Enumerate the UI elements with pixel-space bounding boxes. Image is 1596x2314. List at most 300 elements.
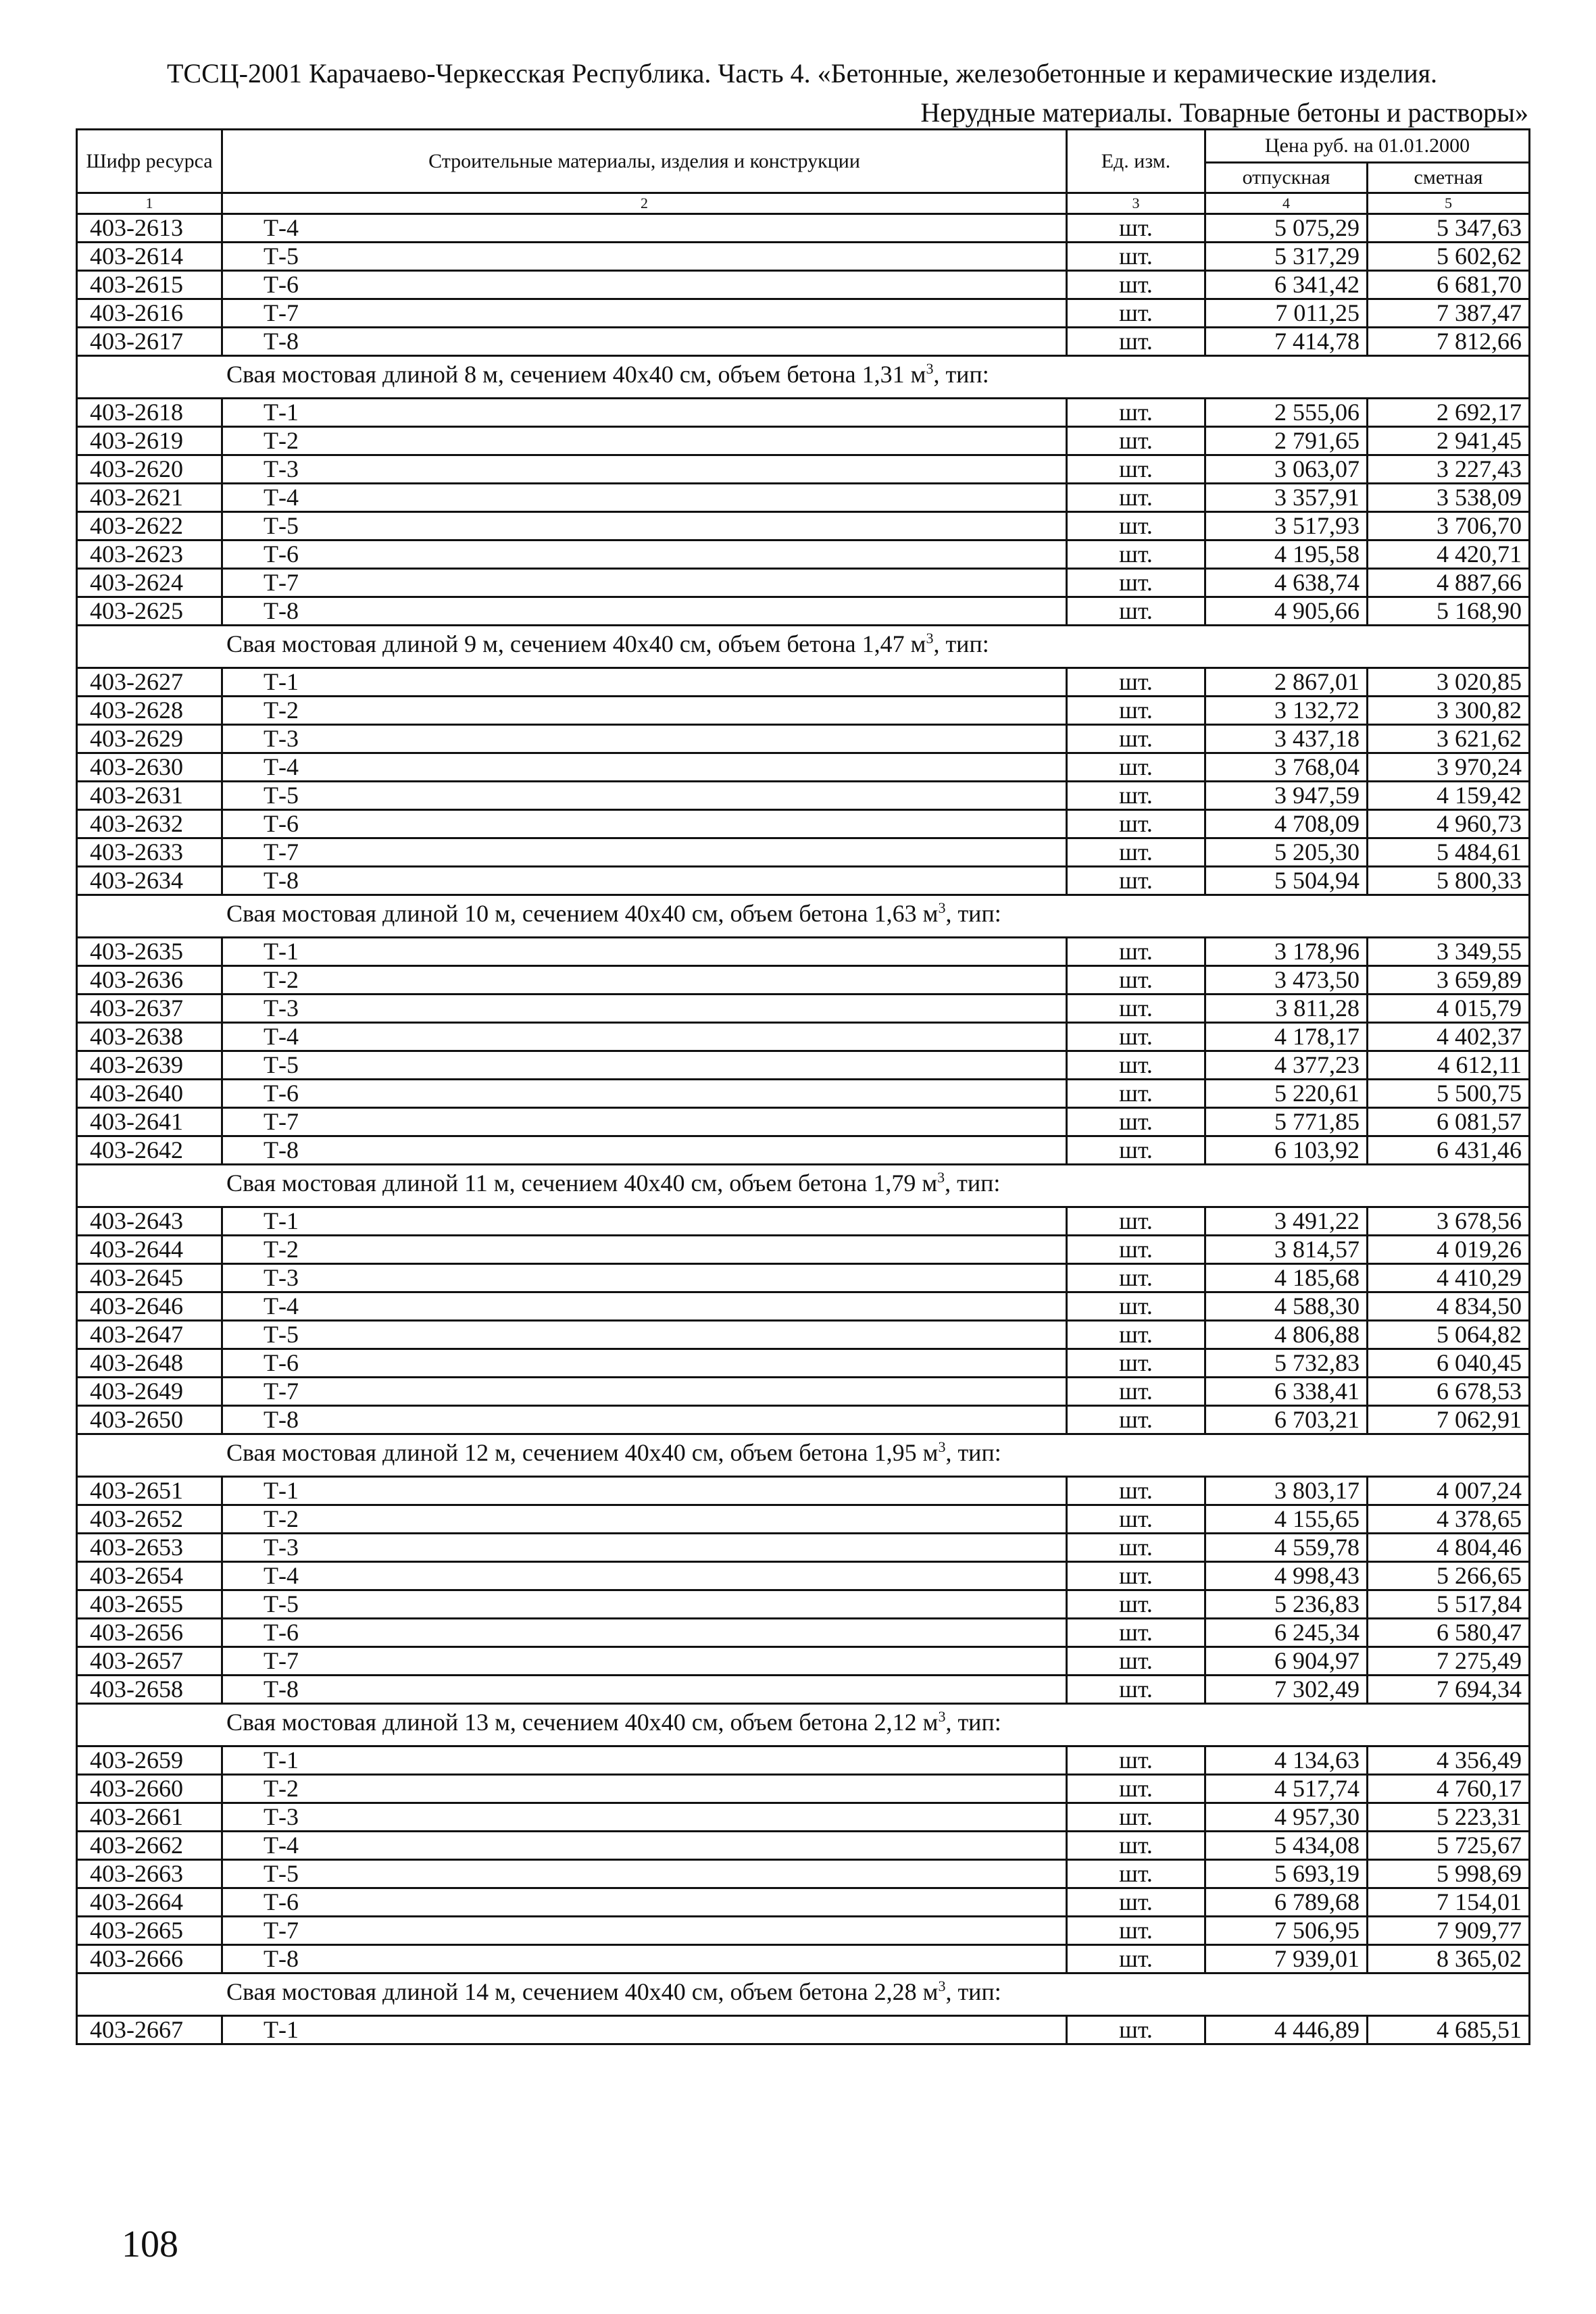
cell-name: Т-1	[222, 1746, 1067, 1775]
cell-name: Т-4	[222, 1023, 1067, 1051]
section-title-tail: , тип:	[933, 361, 989, 388]
table-row	[77, 1349, 1530, 1378]
cell-release-price: 4 559,78	[1205, 1534, 1368, 1562]
cell-release-price: 3 437,18	[1205, 725, 1368, 753]
cell-unit: шт.	[1067, 597, 1205, 626]
cell-code: 403-2655	[77, 1590, 222, 1619]
cell-release-price: 6 703,21	[1205, 1406, 1368, 1434]
cell-code: 403-2659	[77, 1746, 222, 1775]
cell-release-price: 5 771,85	[1205, 1108, 1368, 1136]
table-row	[77, 1590, 1530, 1619]
cell-estimate-price: 4 015,79	[1368, 995, 1530, 1023]
cell-code: 403-2642	[77, 1136, 222, 1165]
cell-unit: шт.	[1067, 1236, 1205, 1264]
cell-name: Т-5	[222, 782, 1067, 810]
cell-unit: шт.	[1067, 484, 1205, 512]
cell-name: Т-6	[222, 1349, 1067, 1378]
section-title-tail: , тип:	[945, 1978, 1001, 2005]
cell-unit: шт.	[1067, 867, 1205, 895]
table-row	[77, 1945, 1530, 1973]
cell-unit: шт.	[1067, 328, 1205, 356]
section-title-superscript: 3	[938, 1978, 946, 1994]
cell-name: Т-2	[222, 1505, 1067, 1534]
cell-release-price: 4 178,17	[1205, 1023, 1368, 1051]
cell-code: 403-2664	[77, 1888, 222, 1917]
cell-estimate-price: 5 725,67	[1368, 1832, 1530, 1860]
cell-code: 403-2662	[77, 1832, 222, 1860]
table-row	[77, 1477, 1530, 1505]
cell-unit: шт.	[1067, 1108, 1205, 1136]
table-row	[77, 399, 1530, 427]
cell-estimate-price: 4 356,49	[1368, 1746, 1530, 1775]
cell-release-price: 3 811,28	[1205, 995, 1368, 1023]
cell-unit: шт.	[1067, 271, 1205, 299]
table-row	[77, 1832, 1530, 1860]
page-number: 108	[122, 2223, 178, 2265]
col-header-price: Цена руб. на 01.01.2000	[1205, 130, 1530, 163]
cell-estimate-price: 5 064,82	[1368, 1321, 1530, 1349]
cell-estimate-price: 3 706,70	[1368, 512, 1530, 540]
cell-estimate-price: 5 168,90	[1368, 597, 1530, 626]
cell-name: Т-8	[222, 1406, 1067, 1434]
cell-release-price: 7 011,25	[1205, 299, 1368, 328]
cell-estimate-price: 4 685,51	[1368, 2016, 1530, 2044]
cell-name: Т-6	[222, 1619, 1067, 1647]
table-row	[77, 299, 1530, 328]
cell-unit: шт.	[1067, 1832, 1205, 1860]
cell-name: Т-1	[222, 1477, 1067, 1505]
cell-code: 403-2630	[77, 753, 222, 782]
cell-code: 403-2628	[77, 697, 222, 725]
cell-unit: шт.	[1067, 1945, 1205, 1973]
cell-unit: шт.	[1067, 1534, 1205, 1562]
section-row	[77, 895, 1530, 938]
cell-release-price: 7 939,01	[1205, 1945, 1368, 1973]
table-row	[77, 1378, 1530, 1406]
cell-code: 403-2635	[77, 938, 222, 966]
table-row	[77, 697, 1530, 725]
col-number-5: 5	[1368, 193, 1530, 214]
cell-unit: шт.	[1067, 1803, 1205, 1832]
table-row	[77, 1888, 1530, 1917]
cell-name: Т-7	[222, 1647, 1067, 1676]
cell-name: Т-8	[222, 328, 1067, 356]
cell-name: Т-7	[222, 1108, 1067, 1136]
table-row	[77, 1647, 1530, 1676]
table-row	[77, 1505, 1530, 1534]
cell-name: Т-8	[222, 1136, 1067, 1165]
table-row	[77, 1051, 1530, 1080]
cell-release-price: 2 555,06	[1205, 399, 1368, 427]
cell-release-price: 6 245,34	[1205, 1619, 1368, 1647]
cell-release-price: 5 220,61	[1205, 1080, 1368, 1108]
cell-release-price: 3 517,93	[1205, 512, 1368, 540]
cell-release-price: 4 185,68	[1205, 1264, 1368, 1292]
cell-code: 403-2623	[77, 540, 222, 569]
cell-unit: шт.	[1067, 1264, 1205, 1292]
cell-code: 403-2631	[77, 782, 222, 810]
cell-name: Т-4	[222, 753, 1067, 782]
col-number-3: 3	[1067, 193, 1205, 214]
cell-release-price: 7 506,95	[1205, 1917, 1368, 1945]
table-row	[77, 1562, 1530, 1590]
cell-code: 403-2616	[77, 299, 222, 328]
cell-name: Т-2	[222, 427, 1067, 455]
cell-release-price: 5 693,19	[1205, 1860, 1368, 1888]
cell-name: Т-1	[222, 1207, 1067, 1236]
cell-estimate-price: 4 887,66	[1368, 569, 1530, 597]
table-row	[77, 838, 1530, 867]
section-title-tail: , тип:	[945, 1169, 1001, 1197]
table-row	[77, 1136, 1530, 1165]
cell-unit: шт.	[1067, 1505, 1205, 1534]
cell-code: 403-2625	[77, 597, 222, 626]
cell-name: Т-8	[222, 867, 1067, 895]
cell-name: Т-3	[222, 995, 1067, 1023]
cell-name: Т-5	[222, 243, 1067, 271]
cell-name: Т-5	[222, 1860, 1067, 1888]
section-title-text: Свая мостовая длиной 10 м, сечением 40х40 см, объем бетона 1,63 м	[226, 900, 939, 927]
cell-unit: шт.	[1067, 1860, 1205, 1888]
cell-estimate-price: 4 402,37	[1368, 1023, 1530, 1051]
table-row	[77, 597, 1530, 626]
cell-code: 403-2660	[77, 1775, 222, 1803]
cell-unit: шт.	[1067, 1378, 1205, 1406]
cell-release-price: 4 957,30	[1205, 1803, 1368, 1832]
cell-name: Т-2	[222, 966, 1067, 995]
cell-code: 403-2652	[77, 1505, 222, 1534]
cell-estimate-price: 5 800,33	[1368, 867, 1530, 895]
cell-code: 403-2648	[77, 1349, 222, 1378]
cell-name: Т-7	[222, 299, 1067, 328]
cell-release-price: 3 063,07	[1205, 455, 1368, 484]
cell-unit: шт.	[1067, 1562, 1205, 1590]
cell-release-price: 4 377,23	[1205, 1051, 1368, 1080]
cell-estimate-price: 5 484,61	[1368, 838, 1530, 867]
cell-code: 403-2656	[77, 1619, 222, 1647]
cell-unit: шт.	[1067, 668, 1205, 697]
cell-release-price: 3 132,72	[1205, 697, 1368, 725]
section-title-tail: , тип:	[945, 1709, 1001, 1736]
cell-estimate-price: 4 378,65	[1368, 1505, 1530, 1534]
cell-code: 403-2638	[77, 1023, 222, 1051]
cell-unit: шт.	[1067, 1647, 1205, 1676]
cell-unit: шт.	[1067, 938, 1205, 966]
cell-unit: шт.	[1067, 214, 1205, 243]
cell-unit: шт.	[1067, 1917, 1205, 1945]
table-row	[77, 540, 1530, 569]
section-title-text: Свая мостовая длиной 9 м, сечением 40х40 см, объем бетона 1,47 м	[226, 630, 926, 657]
table-row	[77, 1264, 1530, 1292]
cell-name: Т-6	[222, 540, 1067, 569]
cell-name: Т-2	[222, 697, 1067, 725]
cell-name: Т-8	[222, 1945, 1067, 1973]
cell-code: 403-2633	[77, 838, 222, 867]
cell-unit: шт.	[1067, 1292, 1205, 1321]
cell-name: Т-5	[222, 1321, 1067, 1349]
section-title-superscript: 3	[926, 360, 934, 377]
table-row	[77, 725, 1530, 753]
cell-code: 403-2643	[77, 1207, 222, 1236]
cell-estimate-price: 7 154,01	[1368, 1888, 1530, 1917]
page-header	[76, 54, 1528, 132]
cell-name: Т-7	[222, 569, 1067, 597]
cell-name: Т-2	[222, 1775, 1067, 1803]
cell-unit: шт.	[1067, 1080, 1205, 1108]
cell-release-price: 5 317,29	[1205, 243, 1368, 271]
cell-name: Т-6	[222, 271, 1067, 299]
col-number-4: 4	[1205, 193, 1368, 214]
table-row	[77, 1321, 1530, 1349]
cell-release-price: 5 075,29	[1205, 214, 1368, 243]
cell-name: Т-4	[222, 484, 1067, 512]
cell-release-price: 4 195,58	[1205, 540, 1368, 569]
col-header-unit-label: Ед. изм.	[1101, 149, 1171, 172]
col-header-code	[77, 130, 222, 193]
section-row	[77, 1973, 1530, 2016]
cell-release-price: 4 905,66	[1205, 597, 1368, 626]
table-row	[77, 1619, 1530, 1647]
cell-release-price: 5 236,83	[1205, 1590, 1368, 1619]
cell-estimate-price: 4 420,71	[1368, 540, 1530, 569]
cell-release-price: 3 768,04	[1205, 753, 1368, 782]
cell-unit: шт.	[1067, 1136, 1205, 1165]
cell-unit: шт.	[1067, 1619, 1205, 1647]
col-number-2: 2	[222, 193, 1067, 214]
cell-code: 403-2663	[77, 1860, 222, 1888]
table-row	[77, 1080, 1530, 1108]
cell-release-price: 6 103,92	[1205, 1136, 1368, 1165]
section-title-tail: , тип:	[933, 630, 989, 657]
cell-estimate-price: 5 517,84	[1368, 1590, 1530, 1619]
cell-code: 403-2649	[77, 1378, 222, 1406]
section-row	[77, 1165, 1530, 1207]
table-row	[77, 1023, 1530, 1051]
cell-code: 403-2634	[77, 867, 222, 895]
cell-release-price: 4 708,09	[1205, 810, 1368, 838]
section-title-text: Свая мостовая длиной 14 м, сечением 40х40 см, объем бетона 2,28 м	[226, 1978, 939, 2005]
cell-estimate-price: 3 621,62	[1368, 725, 1530, 753]
cell-release-price: 4 588,30	[1205, 1292, 1368, 1321]
cell-estimate-price: 2 941,45	[1368, 427, 1530, 455]
cell-code: 403-2646	[77, 1292, 222, 1321]
cell-name: Т-3	[222, 1534, 1067, 1562]
cell-name: Т-3	[222, 725, 1067, 753]
cell-unit: шт.	[1067, 243, 1205, 271]
table-row	[77, 243, 1530, 271]
cell-estimate-price: 7 909,77	[1368, 1917, 1530, 1945]
cell-code: 403-2613	[77, 214, 222, 243]
table-row	[77, 753, 1530, 782]
cell-code: 403-2640	[77, 1080, 222, 1108]
cell-unit: шт.	[1067, 512, 1205, 540]
section-title-text: Свая мостовая длиной 12 м, сечением 40х40 см, объем бетона 1,95 м	[226, 1439, 939, 1466]
table-row	[77, 782, 1530, 810]
section-title	[77, 1704, 1530, 1746]
cell-unit: шт.	[1067, 838, 1205, 867]
cell-name: Т-6	[222, 1080, 1067, 1108]
cell-unit: шт.	[1067, 399, 1205, 427]
cell-code: 403-2621	[77, 484, 222, 512]
cell-code: 403-2615	[77, 271, 222, 299]
cell-code: 403-2624	[77, 569, 222, 597]
section-title	[77, 356, 1530, 399]
cell-name: Т-7	[222, 838, 1067, 867]
header-title-line-2: Нерудные материалы. Товарные бетоны и растворы»	[920, 97, 1528, 128]
cell-estimate-price: 5 266,65	[1368, 1562, 1530, 1590]
cell-unit: шт.	[1067, 995, 1205, 1023]
cell-code: 403-2622	[77, 512, 222, 540]
section-title	[77, 1973, 1530, 2016]
section-title	[77, 1434, 1530, 1477]
cell-estimate-price: 5 223,31	[1368, 1803, 1530, 1832]
cell-name: Т-4	[222, 1292, 1067, 1321]
cell-release-price: 4 638,74	[1205, 569, 1368, 597]
cell-name: Т-7	[222, 1917, 1067, 1945]
table-row	[77, 810, 1530, 838]
cell-estimate-price: 3 659,89	[1368, 966, 1530, 995]
table-row	[77, 2016, 1530, 2044]
cell-unit: шт.	[1067, 1321, 1205, 1349]
table-row	[77, 995, 1530, 1023]
table-row	[77, 1775, 1530, 1803]
cell-name: Т-5	[222, 1590, 1067, 1619]
table-row	[77, 1406, 1530, 1434]
section-row	[77, 1434, 1530, 1477]
cell-code: 403-2618	[77, 399, 222, 427]
cell-estimate-price: 7 387,47	[1368, 299, 1530, 328]
cell-unit: шт.	[1067, 569, 1205, 597]
col-header-name: Строительные материалы, изделия и конструкции	[222, 130, 1067, 193]
cell-code: 403-2666	[77, 1945, 222, 1973]
cell-name: Т-1	[222, 938, 1067, 966]
table-row	[77, 214, 1530, 243]
section-title	[77, 895, 1530, 938]
table-row	[77, 1746, 1530, 1775]
cell-unit: шт.	[1067, 1477, 1205, 1505]
cell-code: 403-2654	[77, 1562, 222, 1590]
cell-estimate-price: 6 678,53	[1368, 1378, 1530, 1406]
section-title-text: Свая мостовая длиной 13 м, сечением 40х40 см, объем бетона 2,12 м	[226, 1709, 939, 1736]
cell-name: Т-3	[222, 1803, 1067, 1832]
cell-unit: шт.	[1067, 725, 1205, 753]
cell-estimate-price: 3 349,55	[1368, 938, 1530, 966]
table-row	[77, 484, 1530, 512]
cell-code: 403-2658	[77, 1676, 222, 1704]
table-row	[77, 512, 1530, 540]
cell-code: 403-2661	[77, 1803, 222, 1832]
cell-estimate-price: 4 612,11	[1368, 1051, 1530, 1080]
cell-estimate-price: 4 804,46	[1368, 1534, 1530, 1562]
cell-unit: шт.	[1067, 299, 1205, 328]
section-title-superscript: 3	[938, 1708, 946, 1725]
cell-release-price: 4 155,65	[1205, 1505, 1368, 1534]
table-row	[77, 1207, 1530, 1236]
cell-estimate-price: 3 020,85	[1368, 668, 1530, 697]
cell-unit: шт.	[1067, 1349, 1205, 1378]
cell-release-price: 5 205,30	[1205, 838, 1368, 867]
cell-unit: шт.	[1067, 1775, 1205, 1803]
cell-code: 403-2667	[77, 2016, 222, 2044]
cell-unit: шт.	[1067, 427, 1205, 455]
table-row	[77, 271, 1530, 299]
cell-estimate-price: 5 602,62	[1368, 243, 1530, 271]
cell-release-price: 2 791,65	[1205, 427, 1368, 455]
cell-release-price: 4 446,89	[1205, 2016, 1368, 2044]
cell-unit: шт.	[1067, 1051, 1205, 1080]
cell-estimate-price: 7 275,49	[1368, 1647, 1530, 1676]
cell-unit: шт.	[1067, 1676, 1205, 1704]
cell-unit: шт.	[1067, 782, 1205, 810]
table-row	[77, 1108, 1530, 1136]
cell-release-price: 4 998,43	[1205, 1562, 1368, 1590]
cell-estimate-price: 7 062,91	[1368, 1406, 1530, 1434]
table-row	[77, 938, 1530, 966]
cell-release-price: 6 789,68	[1205, 1888, 1368, 1917]
cell-estimate-price: 6 431,46	[1368, 1136, 1530, 1165]
col-number-1: 1	[77, 193, 222, 214]
table-row	[77, 455, 1530, 484]
cell-release-price: 4 134,63	[1205, 1746, 1368, 1775]
section-title-superscript: 3	[938, 1438, 946, 1455]
cell-release-price: 3 178,96	[1205, 938, 1368, 966]
cell-release-price: 5 434,08	[1205, 1832, 1368, 1860]
cell-release-price: 4 517,74	[1205, 1775, 1368, 1803]
cell-name: Т-4	[222, 1562, 1067, 1590]
header-title-line-1: ТССЦ-2001 Карачаево-Черкесская Республика. Часть 4. «Бетонные, железобетонные и керамические изделия.	[166, 58, 1438, 89]
cell-unit: шт.	[1067, 1207, 1205, 1236]
section-title-superscript: 3	[937, 1169, 945, 1186]
section-title-text: Свая мостовая длиной 8 м, сечением 40х40 см, объем бетона 1,31 м	[226, 361, 926, 388]
cell-release-price: 5 504,94	[1205, 867, 1368, 895]
table-row	[77, 1676, 1530, 1704]
cell-estimate-price: 6 040,45	[1368, 1349, 1530, 1378]
cell-code: 403-2617	[77, 328, 222, 356]
cell-release-price: 2 867,01	[1205, 668, 1368, 697]
cell-estimate-price: 7 812,66	[1368, 328, 1530, 356]
table-row	[77, 569, 1530, 597]
table-row	[77, 328, 1530, 356]
cell-name: Т-5	[222, 512, 1067, 540]
cell-unit: шт.	[1067, 1406, 1205, 1434]
cell-name: Т-1	[222, 668, 1067, 697]
cell-name: Т-6	[222, 1888, 1067, 1917]
section-title-tail: , тип:	[945, 900, 1001, 927]
cell-release-price: 3 491,22	[1205, 1207, 1368, 1236]
cell-estimate-price: 2 692,17	[1368, 399, 1530, 427]
section-title	[77, 1165, 1530, 1207]
cell-estimate-price: 4 410,29	[1368, 1264, 1530, 1292]
cell-estimate-price: 3 970,24	[1368, 753, 1530, 782]
cell-name: Т-1	[222, 399, 1067, 427]
cell-code: 403-2629	[77, 725, 222, 753]
cell-unit: шт.	[1067, 697, 1205, 725]
cell-code: 403-2620	[77, 455, 222, 484]
cell-estimate-price: 7 694,34	[1368, 1676, 1530, 1704]
cell-name: Т-3	[222, 1264, 1067, 1292]
cell-code: 403-2647	[77, 1321, 222, 1349]
cell-code: 403-2650	[77, 1406, 222, 1434]
cell-code: 403-2639	[77, 1051, 222, 1080]
cell-release-price: 4 806,88	[1205, 1321, 1368, 1349]
cell-estimate-price: 6 681,70	[1368, 271, 1530, 299]
table-row	[77, 427, 1530, 455]
cell-unit: шт.	[1067, 753, 1205, 782]
section-row	[77, 1704, 1530, 1746]
cell-code: 403-2644	[77, 1236, 222, 1264]
cell-estimate-price: 3 538,09	[1368, 484, 1530, 512]
cell-code: 403-2645	[77, 1264, 222, 1292]
